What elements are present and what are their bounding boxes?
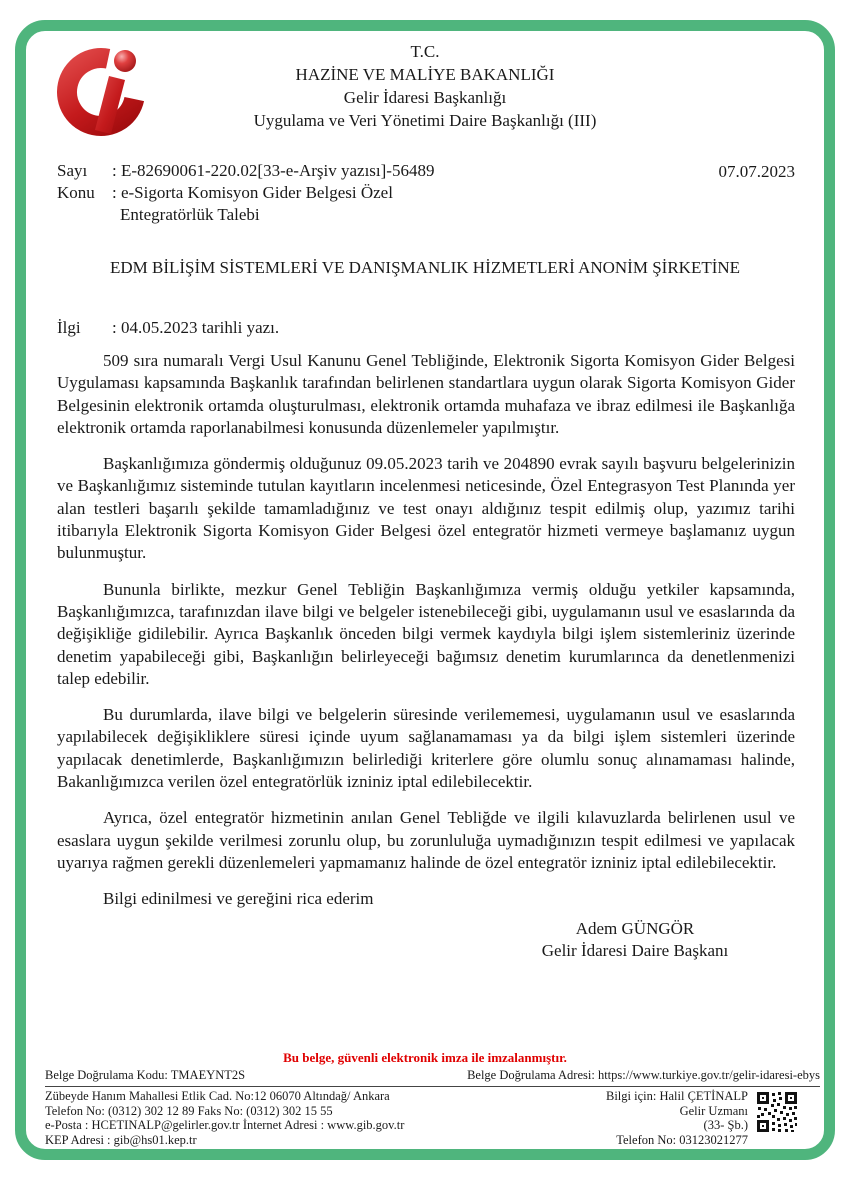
contact-name-line: Bilgi için: Halil ÇETİNALP [605,1089,748,1103]
konu-label: Konu [57,183,95,202]
signature-block [470,918,800,962]
footer-contact-section [45,1089,820,1147]
verification-code: Belge Doğrulama Kodu: TMAEYNT2S [45,1068,246,1082]
letterhead-administration: Gelir İdaresi Başkanlığı [343,88,507,107]
verification-address: Belge Doğrulama Adresi: https://www.turkiye.gov.tr/gelir-idaresi-ebys [467,1068,820,1082]
phone-fax-line: Telefon No: (0312) 302 12 89 Faks No: (0312) 302 15 55 [45,1103,333,1118]
email-web-line: e-Posta : HCETINALP@gelirler.gov.tr İnternet Adresi : www.gib.gov.tr [45,1118,405,1132]
letterhead-tc: T.C. [410,42,440,61]
sayi-row [57,160,795,182]
qr-code-icon [756,1091,798,1133]
letter-body [57,350,795,911]
konu-row-continued [57,204,795,226]
paragraph-1: 509 sıra numaralı Vergi Usul Kanunu Genel Tebliğinde, Elektronik Sigorta Komisyon Gider Belgesi Uygulaması kapsamında Başkanlık tarafından belirlenen standartlara uygun olarak Sigorta Komisyon Gider Belgesinin elektronik ortamda oluşturulması, elektronik ortamda muhafaza ve ibraz edilmesi ile Başkanlığa elektronik ortamda raporlanabilmesi konusunda düzenlemeler yapılmıştır. [57,351,795,437]
paragraph-5: Ayrıca, özel entegratör hizmetinin anılan Genel Tebliğde ve ilgili kılavuzlarda belirlenen usul ve esaslara uygun şekilde verilmesi zorunlu olup, bu zorunluluğa uymadığınızın tespit edilmesi ve yapılacak uyarıya rağmen gerekli düzenlemeleri yapmamanız halinde de özel entegratör izniniz iptal edilebilecektir. [57,808,795,872]
reference-row [57,318,795,338]
address-line: Zübeyde Hanım Mahallesi Etlik Cad. No:12 06070 Altındağ/ Ankara [45,1089,390,1103]
contact-person-block [606,1089,748,1147]
reference-value: : 04.05.2023 tarihli yazı. [112,318,280,337]
letterhead [0,40,850,132]
closing-line: Bilgi edinilmesi ve gereğini rica ederim [103,889,374,909]
document-meta [57,160,795,226]
paragraph-2: Başkanlığımıza göndermiş olduğunuz 09.05.2023 tarih ve 204890 evrak sayılı başvuru belgelerinizin ve Başkanlığımız sisteminde tutulan kayıtların incelenmesi neticesinde, Özel Entegrasyon Test Planında yer alan testleri başarılı şekilde tamamladığınız ve test onayı aldığınız tespit edilmiş olup, yazımız tarihi itibarıyla Elektronik Sigorta Komisyon Gider Belgesi özel entegratör hizmeti vermeye başlamanız uygun bulunmuştur. [57,454,795,563]
signer-name: Adem GÜNGÖR [575,919,695,938]
paragraph-4: Bu durumlarda, ilave bilgi ve belgelerin süresinde verilememesi, uygulamanın usul ve esaslarında yapılabilecek değişikliklere süresi içinde uyum sağlanamaması ya da bilgi işlem sistemleri üzerinde yapılacak denetimlerde, Başkanlığımızın belirlediği kriterlere göre olumlu sonuç alınamaması halinde, Bakanlığımızca verilen özel entegratörlük izniniz iptal edilebilecektir. [57,705,795,792]
qr-code [756,1091,798,1133]
sayi-value: : E-82690061-220.02[33-e-Arşiv yazısı]-56489 [112,161,435,180]
signer-title: Gelir İdaresi Daire Başkanı [541,941,729,960]
contact-title-line: Gelir Uzmanı [679,1103,748,1118]
konu-value-line2: Entegratörlük Talebi [120,205,260,224]
document-date: 07.07.2023 [718,162,795,181]
contact-phone-line: Telefon No: 03123021277 [616,1132,748,1147]
kep-line: KEP Adresi : gib@hs01.kep.tr [45,1132,197,1147]
contact-branch-line: (33- Şb.) [703,1118,748,1132]
konu-value-line1: : e-Sigorta Komisyon Gider Belgesi Özel [112,183,393,202]
reference-label: İlgi [57,318,81,337]
paragraph-3: Bununla birlikte, mezkur Genel Tebliğin Başkanlığımıza vermiş olduğu yetkiler kapsamında, Başkanlığımızca, tarafınızdan ilave bilgi ve belgeler istenebileceği gibi, uygulamanın usul ve esaslarında da değişikliğe gidilebilir. Ayrıca Başkanlık önceden bilgi vermek kaydıyla bilgi işlem sistemleriniz üzerinde denetim yapabileceği gibi, Başkanlığın belirleyeceği bağımsız denetim kurumlarınca da denetlenmenizi talep edebilir. [57,579,795,688]
recipient-line: EDM BİLİŞİM SİSTEMLERİ VE DANIŞMANLIK HİZMETLERİ ANONİM ŞİRKETİNE [109,258,741,277]
sayi-label: Sayı [57,161,88,180]
esign-notice: Bu belge, güvenli elektronik imza ile imzalanmıştır. [283,1050,567,1065]
konu-row [57,182,795,204]
letterhead-department: Uygulama ve Veri Yönetimi Daire Başkanlığı (III) [253,111,597,130]
verification-row [45,1068,820,1087]
letterhead-ministry: HAZİNE VE MALİYE BAKANLIĞI [295,65,555,84]
konu-label-spacer [57,204,112,226]
